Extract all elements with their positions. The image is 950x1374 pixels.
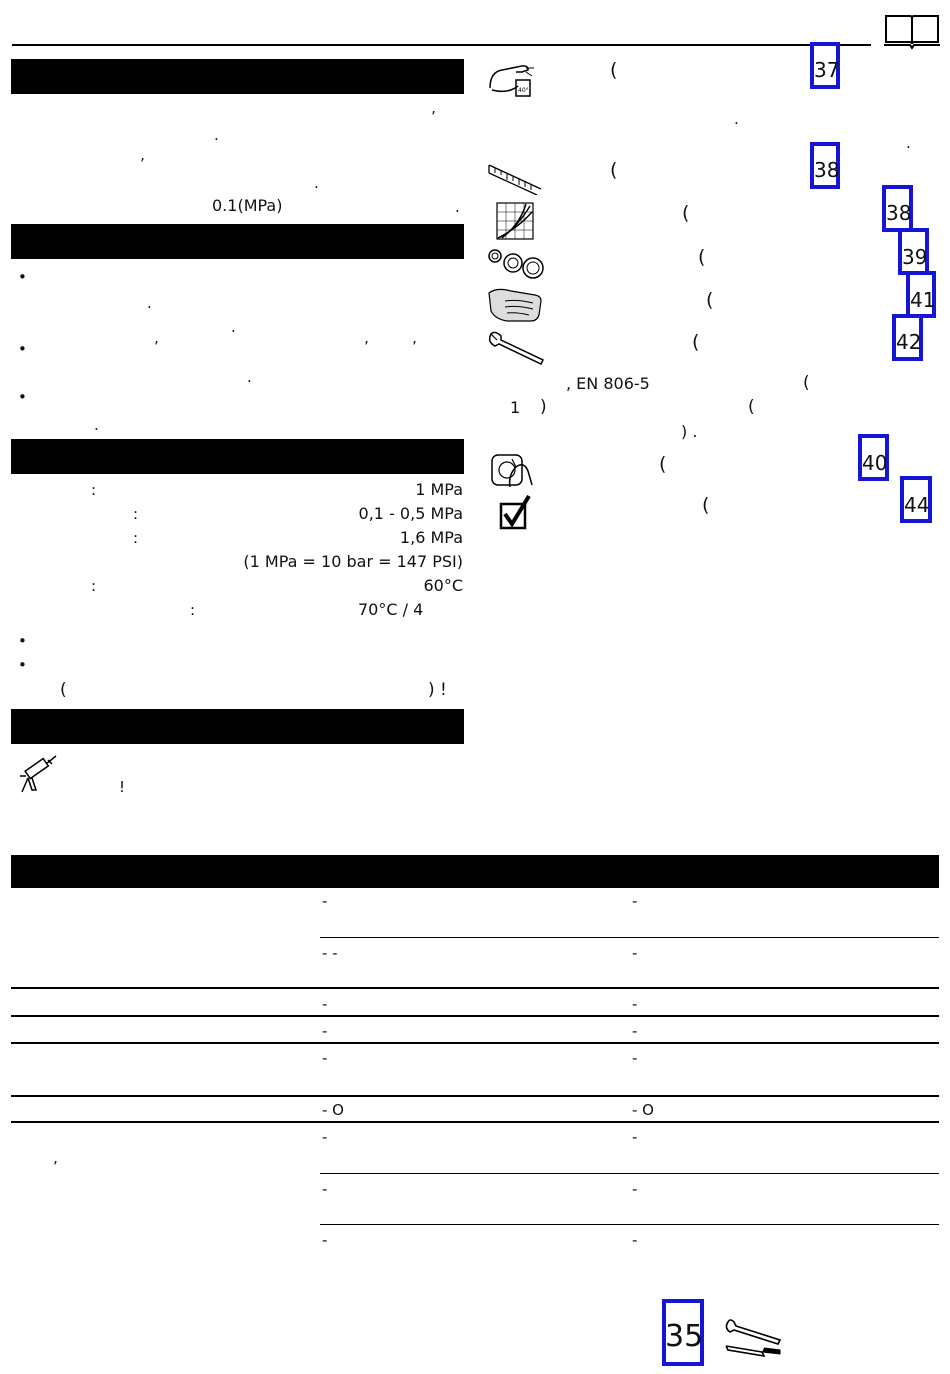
period: .	[94, 416, 99, 434]
dash: -	[322, 995, 328, 1013]
dash: -	[322, 1231, 328, 1249]
paren-open: (	[698, 246, 706, 268]
intro-pressure: 0.1(MPa)	[212, 196, 283, 215]
ref-38: 38	[814, 158, 840, 182]
hot-water-temp-value: 60°C	[423, 576, 463, 595]
ref-41: 41	[910, 288, 936, 312]
dash: -	[322, 1049, 328, 1067]
paren-close: )	[540, 397, 547, 417]
flow-diagram-icon	[496, 202, 534, 240]
dash: -	[632, 995, 638, 1013]
section-bar-tech	[11, 439, 464, 474]
paren-open: (	[748, 397, 755, 417]
paren-close: ) !	[428, 680, 447, 700]
period: .	[147, 294, 152, 312]
tick: ʼ	[140, 155, 145, 173]
hand-cleaning-icon	[487, 285, 545, 325]
paren-open: (	[803, 373, 810, 393]
troubleshooting-header-bar	[11, 855, 939, 888]
paren-open: (	[659, 453, 667, 475]
exclaim: !	[119, 778, 126, 796]
period: .	[455, 198, 460, 216]
ref-37: 37	[814, 58, 840, 82]
dash: -	[632, 1022, 638, 1040]
hand-thermometer-icon	[488, 58, 538, 98]
checkbox-icon	[499, 494, 533, 532]
dash: -	[322, 1128, 328, 1146]
bullet: •	[18, 268, 27, 286]
period: .	[247, 368, 252, 386]
max-pressure-value: 1 MPa	[415, 480, 463, 499]
period: .	[906, 134, 911, 152]
o-item: - O	[322, 1101, 344, 1119]
row-rule	[320, 1224, 939, 1225]
period: .	[314, 174, 319, 192]
recommended-pressure-value: 0,1 - 0,5 MPa	[358, 504, 463, 523]
dash: -	[322, 1180, 328, 1198]
paren-open: (	[610, 59, 618, 81]
paren-open: (	[60, 680, 67, 700]
double-dash: - -	[322, 944, 338, 962]
row-rule	[320, 1173, 939, 1174]
bullet: •	[18, 388, 27, 406]
page-number: 35	[665, 1319, 704, 1354]
paren-open: (	[706, 289, 714, 311]
colon: :	[190, 601, 196, 619]
cartridge-parts-icon	[487, 246, 545, 280]
pressure-conversion: (1 MPa = 10 bar = 147 PSI)	[243, 552, 463, 571]
ref-44: 44	[904, 493, 930, 517]
dash: -	[632, 892, 638, 910]
period: .	[734, 110, 739, 128]
tick: ʼ	[431, 108, 436, 126]
dash: -	[322, 1022, 328, 1040]
row-rule	[320, 937, 939, 938]
colon: :	[91, 481, 97, 499]
row-rule	[11, 1015, 939, 1017]
wrench-icon	[487, 330, 545, 366]
ref-38b: 38	[886, 201, 912, 225]
tick: ʼ	[412, 338, 417, 356]
o-item: - O	[632, 1101, 654, 1119]
book-icon	[883, 12, 941, 50]
tick: ʼ	[53, 1158, 58, 1176]
ref-39: 39	[902, 245, 928, 269]
hand-valve-icon	[490, 451, 536, 491]
colon: :	[91, 577, 97, 595]
dash: -	[322, 892, 328, 910]
standard-text: , EN 806-5	[566, 374, 650, 393]
period: .	[231, 318, 236, 336]
dash: -	[632, 1049, 638, 1067]
period: .	[214, 126, 219, 144]
bullet: •	[18, 632, 27, 650]
paren-open: (	[702, 494, 710, 516]
tools-icon	[722, 1316, 784, 1358]
colon: :	[133, 505, 139, 523]
ref-40: 40	[862, 451, 888, 475]
dash: -	[632, 1128, 638, 1146]
dash: -	[632, 1231, 638, 1249]
bullet: •	[18, 656, 27, 674]
ruler-icon	[487, 159, 543, 195]
paren-open: (	[682, 202, 690, 224]
header-rule	[12, 44, 871, 46]
row-rule	[11, 1042, 939, 1044]
section-bar-2	[11, 224, 464, 259]
sealant-gun-icon	[18, 754, 60, 796]
tick: ʼ	[364, 338, 369, 356]
paren-open: (	[692, 331, 700, 353]
paren-open: (	[610, 159, 618, 181]
disinfection-value: 70°C / 4	[358, 600, 424, 619]
ref-42: 42	[896, 330, 922, 354]
section-bar-4	[11, 709, 464, 744]
bullet: •	[18, 340, 27, 358]
test-pressure-value: 1,6 MPa	[399, 528, 463, 547]
svg-text:40°: 40°	[518, 87, 529, 94]
row-rule	[11, 1121, 939, 1123]
tick: ʼ	[154, 338, 159, 356]
row-rule	[11, 1095, 939, 1097]
colon: :	[133, 529, 139, 547]
row-rule	[11, 987, 939, 989]
paren-close-period: ) .	[681, 422, 698, 441]
dash: -	[632, 1180, 638, 1198]
dash: -	[632, 944, 638, 962]
section-bar-1	[11, 59, 464, 94]
one-text: 1	[510, 398, 521, 417]
